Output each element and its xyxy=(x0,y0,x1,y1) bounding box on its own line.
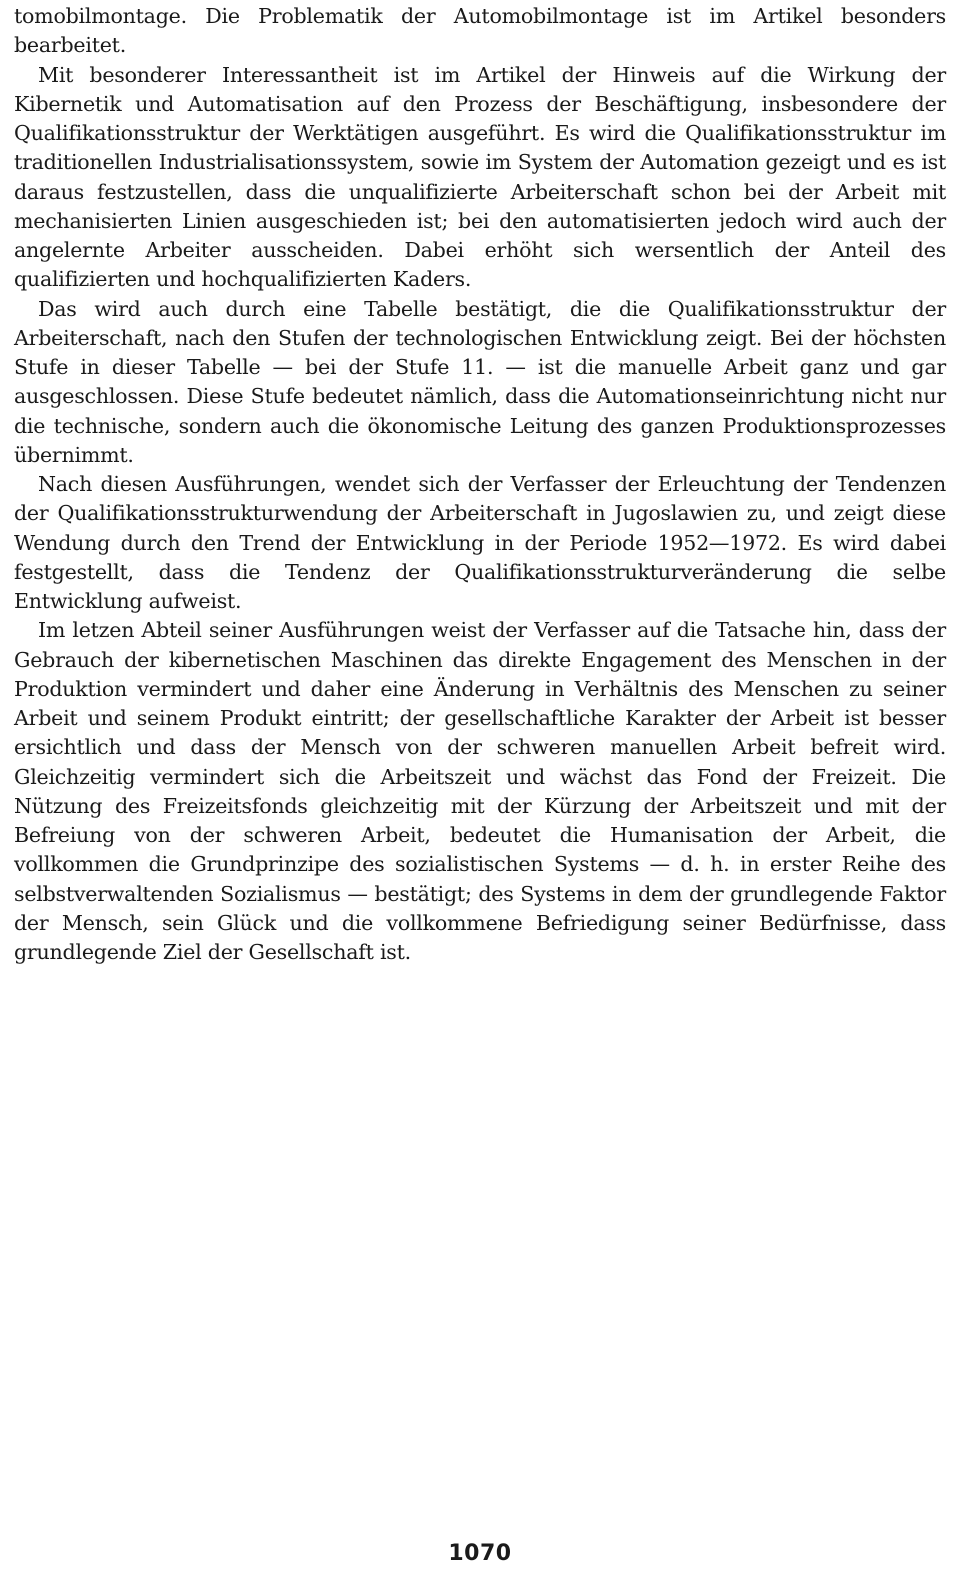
page-number: 1070 xyxy=(448,1541,512,1566)
paragraph-continuation: tomobilmontage. Die Problematik der Automobilmontage ist im Artikel besonders bearbeitet. xyxy=(14,4,946,58)
body-text xyxy=(14,2,946,967)
paragraph-jugoslawien: Nach diesen Ausführungen, wendet sich der Verfasser der Erleuchtung der Tendenzen der Qualifikationsstrukturwendung der Arbeiterschaft in Jugoslawien zu, und zeigt diese Wendung durch den Trend der Entwicklung in der Periode 1952—1972. Es wird dabei festgestellt, dass die Tendenz der Qualifikationsstrukturveränderung die selbe Entwicklung aufweist. xyxy=(14,472,946,613)
paragraph-tabelle: Das wird auch durch eine Tabelle bestätigt, die die Qualifikationsstruktur der Arbeiterschaft, nach den Stufen der technologischen Entwicklung zeigt. Bei der höchsten Stufe in dieser Tabelle — bei der Stufe 11. — ist die manuelle Arbeit ganz und gar ausgeschlossen. Diese Stufe bedeutet nämlich, dass die Automationseinrichtung nicht nur die technische, sondern auch die ökonomische Leitung des ganzen Produktionsprozesses übernimmt. xyxy=(14,296,946,467)
paragraph-humanisation: Im letzen Abteil seiner Ausführungen weist der Verfasser auf die Tatsache hin, dass der Gebrauch der kibernetischen Maschinen das direkte Engagement des Menschen in der Produktion vermindert und daher eine Änderung in Verhältnis des Menschen zu seiner Arbeit und seinem Produkt eintritt; der gesellschaftliche Karakter der Arbeit ist besser ersichtlich und dass der Mensch von der schweren manuellen Arbeit befreit wird. Gleichzeitig vermindert sich die Arbeitszeit und wächst das Fond der Freizeit. Die Nützung des Freizeitsfonds gleichzeitig mit der Kürzung der Arbeitszeit und mit der Befreiung von der schweren Arbeit, bedeutet die Humanisation der Arbeit, die vollkommen die Grundprinzipe des sozialistischen Systems — d. h. in erster Reihe des selbstverwaltenden Sozialismus — bestätigt; des Systems in dem der grundlegende Faktor der Mensch, sein Glück und die vollkommene Befriedigung seiner Bedürfnisse, dass grundlegende Ziel der Gesellschaft ist. xyxy=(14,618,946,964)
paragraph-kibernetik: Mit besonderer Interessantheit ist im Artikel der Hinweis auf die Wirkung der Kibernetik und Automatisation auf den Prozess der Beschäftigung, insbesondere der Qualifikationsstruktur der Werktätigen ausgeführt. Es wird die Qualifikationsstruktur im traditionellen Industrialisationssystem, sowie im System der Automation gezeigt und es ist daraus festzustellen, dass die unqualifizierte Arbeiterschaft schon bei der Arbeit mit mechanisierten Linien ausgeschieden ist; bei den automatisierten jedoch wird auch der angelernte Arbeiter ausscheiden. Dabei erhöht sich wersentlich der Anteil des qualifizierten und hochqualifizierten Kaders. xyxy=(14,62,946,292)
